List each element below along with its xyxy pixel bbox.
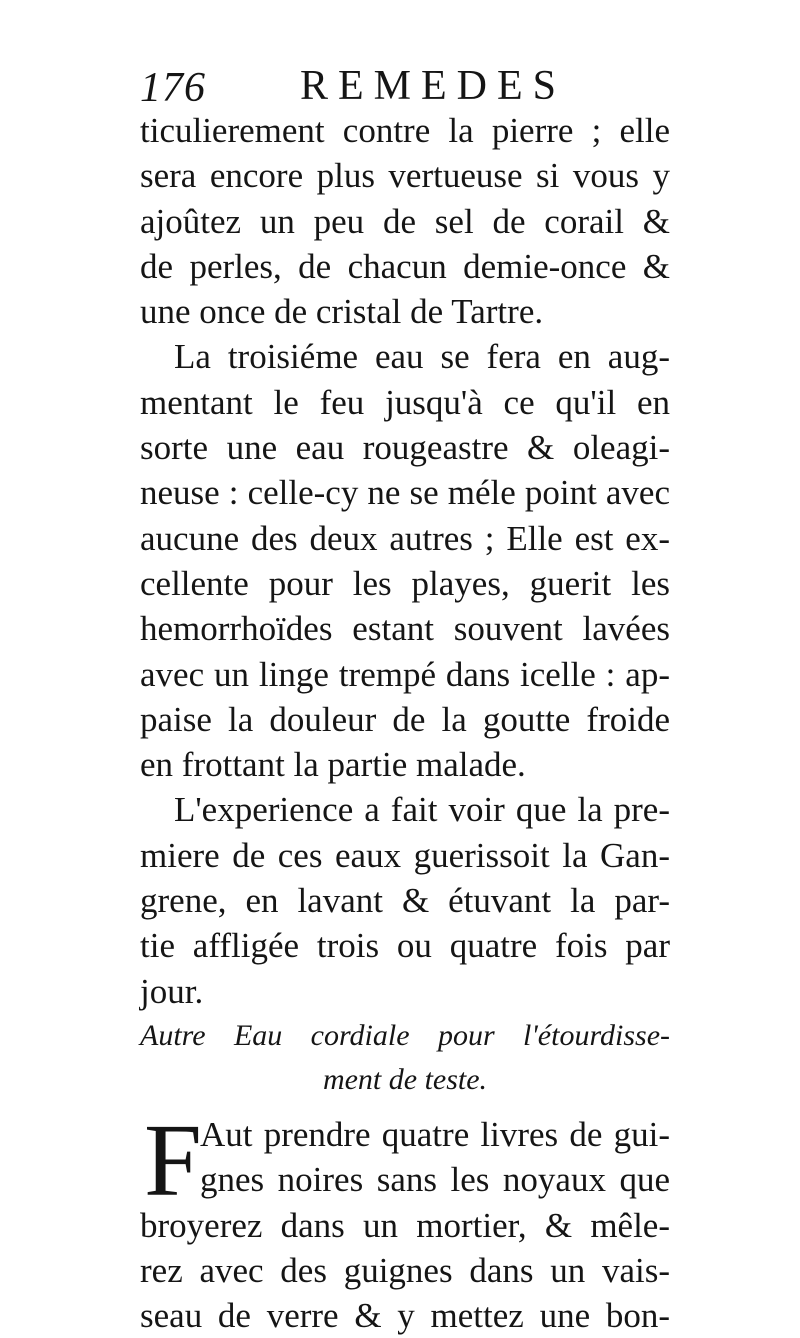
text-line: Aut prendre quatre livres de gui- [200,1114,670,1154]
text-line: une once de cristal de Tartre. [140,292,544,332]
text-line: hemorrhoïdes estant souvent lavées [140,609,670,649]
text-line: miere de ces eaux guerissoit la Gan- [140,835,670,875]
text-line: L'experience a fait voir que la pre- [174,790,670,830]
paragraph-4 [140,1102,670,1338]
text-line: La troisiéme eau se fera en aug- [174,337,670,377]
text-line: paise la douleur de la goutte froide [140,699,670,739]
text-line: en frottant la partie malade. [140,745,526,785]
text-line: broyerez dans un mortier, & mêle- [140,1205,670,1245]
text-line: tie affligée trois ou quatre fois par [140,926,670,966]
page-number: 176 [140,65,206,111]
section-heading-line: ment de teste. [322,1062,488,1096]
paragraph-2 [140,334,670,787]
text-line: de perles, de chacun demie-once & [140,246,670,286]
section-heading-line: Autre Eau cordiale pour l'étourdisse- [140,1018,670,1052]
text-line: mentant le feu jusqu'à ce qu'il en [140,382,670,422]
text-line: seau de verre & y mettez une bon- [140,1296,670,1336]
paragraph-3 [140,787,670,1013]
running-head: REMEDES [300,63,567,109]
paragraph-1 [140,108,670,334]
text-line: cellente pour les playes, guerit les [140,563,670,603]
text-line: grene, en lavant & étuvant la par- [140,881,670,921]
text-line: sera encore plus vertueuse si vous y [140,156,670,196]
text-line: jour. [140,971,204,1011]
drop-cap: F [144,1102,202,1218]
text-line: ajoûtez un peu de sel de corail & [140,201,670,241]
body-text [140,108,670,1338]
text-line: neuse : celle-cy ne se méle point avec [140,473,670,513]
text-line: sorte une eau rougeastre & oleagi- [140,428,670,468]
text-line: rez avec des guignes dans un vais- [140,1250,670,1290]
text-line: aucune des deux autres ; Elle est ex- [140,518,670,558]
section-heading [140,1014,670,1102]
text-line: ticulierement contre la pierre ; elle [140,111,670,150]
text-line: gnes noires sans les noyaux que [200,1160,670,1200]
text-line: avec un linge trempé dans icelle : ap- [140,654,670,694]
